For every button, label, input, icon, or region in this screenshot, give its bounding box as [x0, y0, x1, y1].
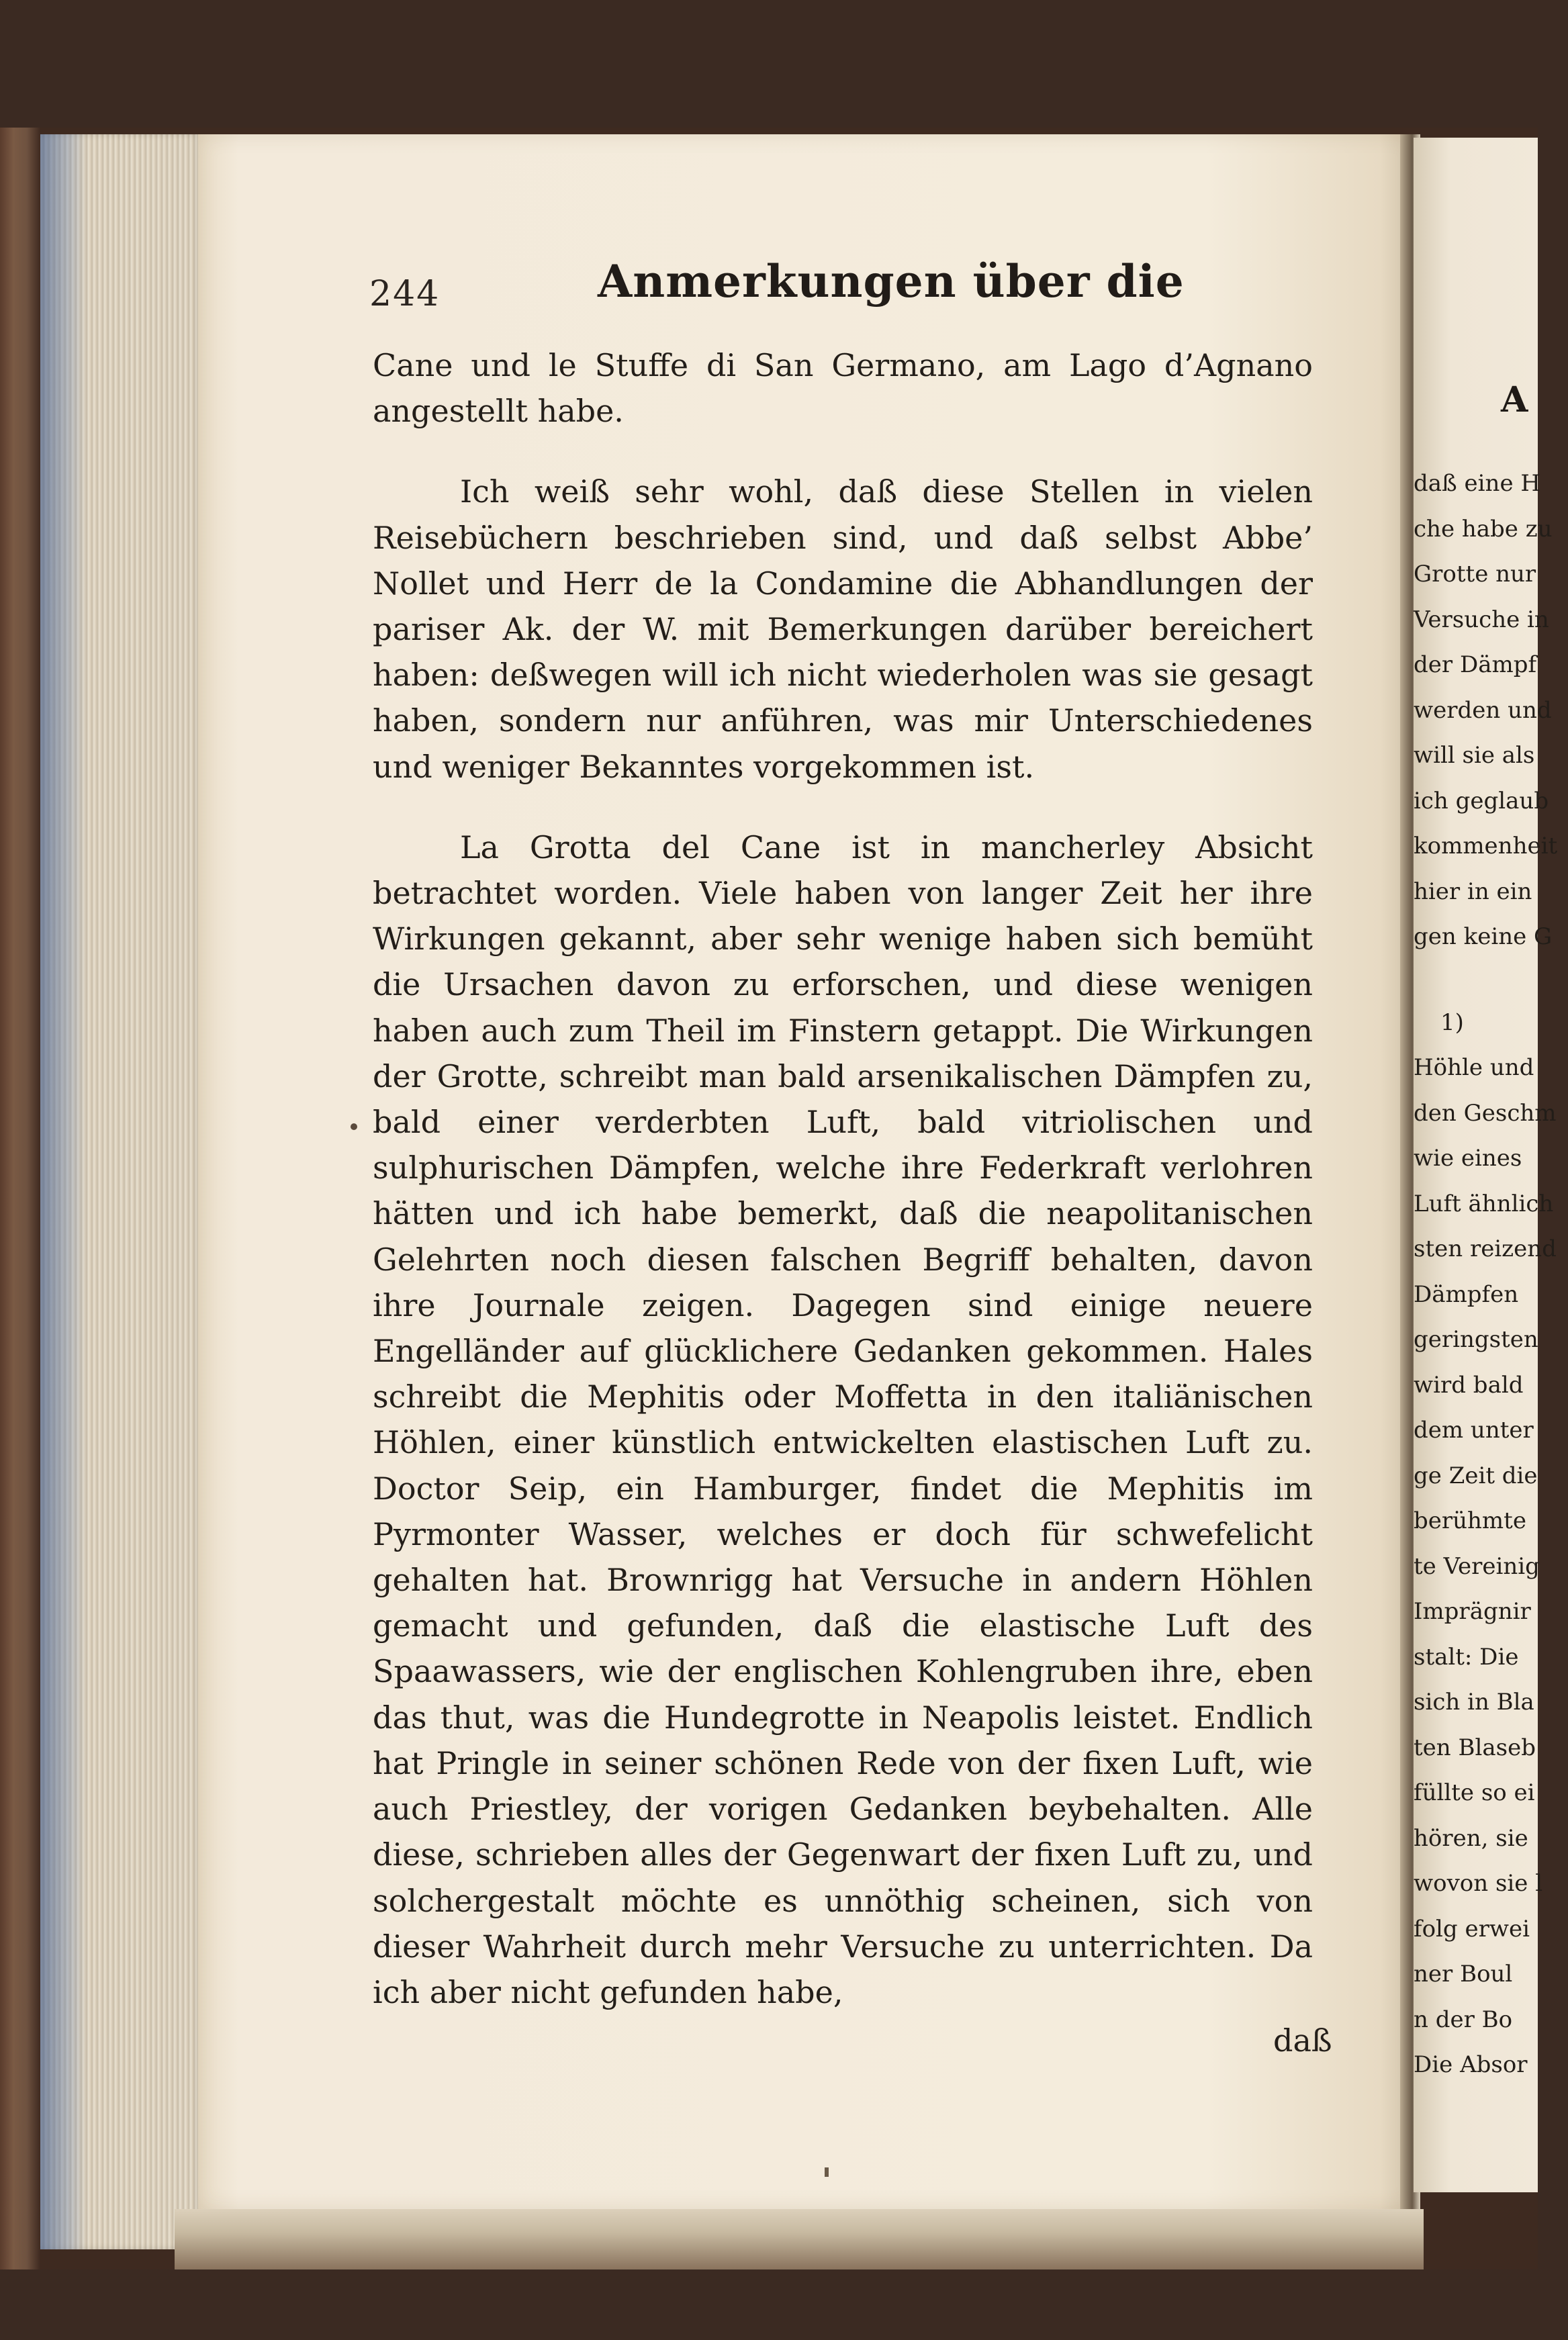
- facing-page-line: Höhle und: [1414, 1054, 1534, 1081]
- facing-page-line: ten Blaseb: [1414, 1734, 1536, 1761]
- facing-page-line: daß eine H: [1414, 470, 1541, 497]
- facing-page-line: gen keine G: [1414, 923, 1553, 950]
- margin-mark: [351, 1123, 357, 1130]
- paragraph-2: Ich weiß sehr wohl, daß diese Stellen in vielen Reisebüchern beschrieben sind, und daß selbst Abbe’ Nollet und Herr de la Condamine die Abhandlungen der pariser Ak. der W. mit Bemerkungen darüber bereichert haben: deßwegen will ich nicht wiederholen was sie gesagt haben, sondern nur anführen, was mir Unterschiedenes und weniger Bekanntes vorgekommen ist.: [373, 473, 1313, 785]
- facing-page-line: Dämpfen: [1414, 1280, 1519, 1308]
- facing-page-line: ner Boul: [1414, 1961, 1513, 1987]
- facing-page-line: geringsten: [1414, 1326, 1538, 1353]
- facing-page-line: Grotte nur: [1414, 561, 1536, 588]
- page-stack-edge: [40, 134, 201, 2249]
- facing-page-line: ich geglaub: [1414, 787, 1549, 814]
- facing-page-line: ge Zeit die: [1414, 1462, 1538, 1489]
- facing-page-line: den Geschm: [1414, 1099, 1557, 1127]
- catchword: daß: [1273, 2022, 1332, 2059]
- facing-page-line: Versuche in: [1414, 606, 1549, 633]
- facing-page-line: n der Bo: [1414, 2006, 1513, 2033]
- facing-page-line: Imprägnir: [1414, 1598, 1531, 1625]
- facing-page-line: hören, sie: [1414, 1824, 1528, 1852]
- facing-page-title-fragment: A: [1501, 379, 1528, 420]
- facing-page-line: wird bald: [1414, 1371, 1524, 1399]
- page-body: [373, 342, 1313, 2015]
- facing-page-line: der Dämpf: [1414, 651, 1537, 678]
- facing-page-line: will sie als: [1414, 742, 1535, 769]
- facing-page-line: dem unter: [1414, 1417, 1534, 1444]
- facing-page-line: 1): [1440, 1009, 1464, 1036]
- facing-page-line: sten reizend: [1414, 1235, 1557, 1262]
- facing-page-line: Die Absor: [1414, 2051, 1528, 2078]
- facing-page-line: Luft ähnlich: [1414, 1190, 1554, 1217]
- page-bottom-edge: [175, 2209, 1424, 2269]
- facing-page-line: che habe zu: [1414, 515, 1553, 543]
- facing-page: [1414, 138, 1558, 2192]
- facing-page-line: stalt: Die: [1414, 1643, 1519, 1671]
- gutter-mark: [825, 2167, 829, 2177]
- facing-page-line: folg erwei: [1414, 1915, 1530, 1943]
- facing-page-line: werden und: [1414, 696, 1552, 724]
- edge-stain: [40, 134, 87, 2249]
- facing-page-line: hier in ein: [1414, 878, 1532, 905]
- facing-page-line: sich in Bla: [1414, 1689, 1534, 1716]
- facing-page-line: te Vereinig: [1414, 1552, 1540, 1580]
- page-header: [369, 255, 1309, 322]
- page-number: 244: [369, 274, 441, 314]
- facing-page-line: füllte so ei: [1414, 1779, 1535, 1806]
- paragraph-3: La Grotta del Cane ist in mancherley Absicht betrachtet worden. Viele haben von langer Zeit her ihre Wirkungen gekannt, aber sehr wenige haben sich bemüht die Ursachen davon zu erforschen, und diese wenigen haben auch zum Theil im Finstern getappt. Die Wirkungen der Grotte, schreibt man bald arsenikalischen Dämpfen zu, bald einer verderbten Luft, bald vitriolischen und sulphurischen Dämpfen, welche ihre Federkraft verlohren hätten und ich habe bemerkt, daß die neapolitanischen Gelehrten noch diesen falschen Begriff behalten, davon ihre Journale zeigen. Dagegen sind einige neuere Engelländer auf glücklichere Gedanken gekommen. Hales schreibt die Mephitis oder Moffetta in den italiänischen Höhlen, einer künstlich entwickelten elastischen Luft zu. Doctor Seip, ein Hamburger, findet die Mephitis im Pyrmonter Wasser, welches er doch für schwefelicht gehalten hat. Brownrigg hat Versuche in andern Höhlen gemacht und gefunden, daß die elastische Luft des Spaawassers, wie der englischen Kohlengruben ihre, eben das thut, was die Hundegrotte in Neapolis leistet. Endlich hat Pringle in seiner schönen Rede von der fixen Luft, wie auch Priestley, der vorigen Gedanken beybehalten. Alle diese, schrieben alles der Gegenwart der fixen Luft zu, und solchergestalt möchte es unnöthig scheinen, sich von dieser Wahrheit durch mehr Versuche zu unterrichten. Da ich aber nicht gefunden habe,: [373, 829, 1313, 2010]
- facing-page-line: kommenheit: [1414, 833, 1558, 859]
- facing-page-line: berühmte: [1414, 1507, 1526, 1534]
- running-title: Anmerkungen über die: [598, 255, 1185, 308]
- facing-page-line: wie eines: [1414, 1145, 1522, 1172]
- facing-page-line: wovon sie l: [1414, 1870, 1543, 1897]
- paragraph-1: Cane und le Stuffe di San Germano, am Lago d’Agnano angestellt habe.: [373, 347, 1313, 430]
